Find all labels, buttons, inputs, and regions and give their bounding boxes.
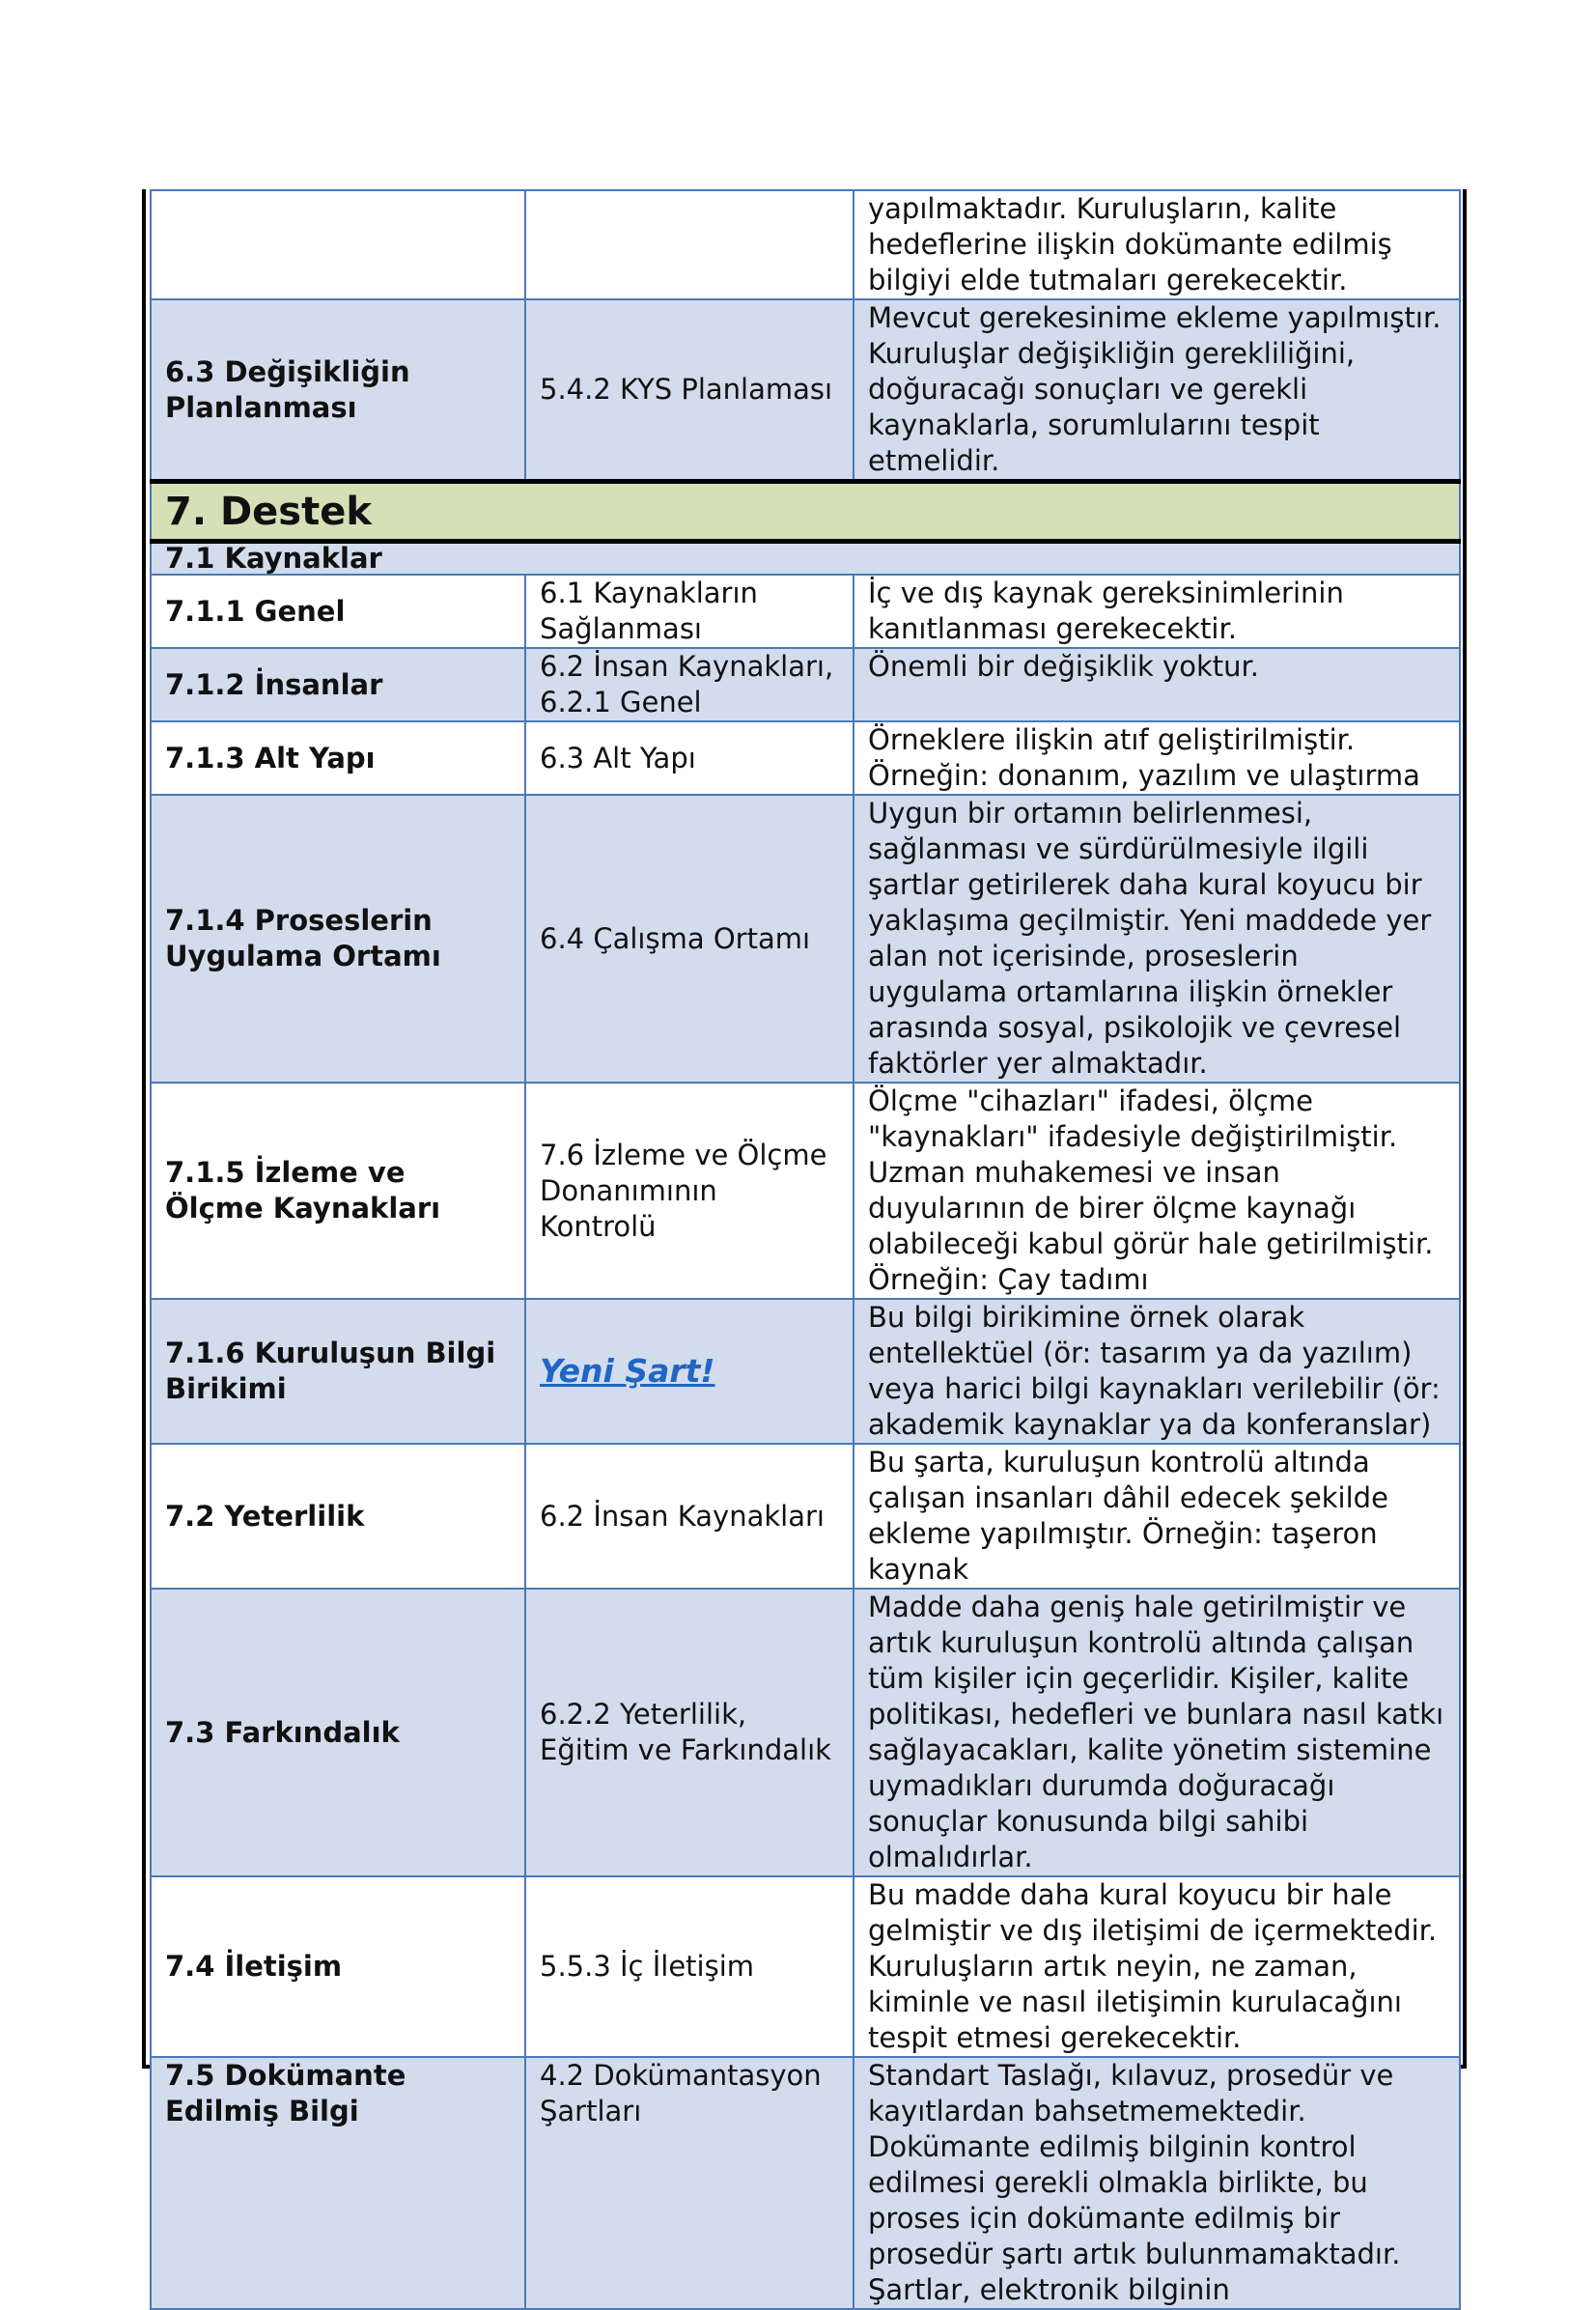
table-row <box>151 575 1460 648</box>
old-clause-cell: 6.4 Çalışma Ortamı <box>525 795 854 1083</box>
old-clause-cell: 6.1 Kaynakların Sağlanması <box>525 575 854 648</box>
new-clause-cell <box>151 190 525 299</box>
table-row <box>151 795 1460 1083</box>
change-description-cell: Ölçme "cihazları" ifadesi, ölçme "kaynakları" ifadesiyle değiştirilmiştir. Uzman muhakemesi ve insan duyularının de birer ölçme kaynağı olabileceği kabul görür hale getirilmiştir. Örneğin: Çay tadımı <box>854 1083 1460 1299</box>
old-clause-cell <box>525 190 854 299</box>
table-row <box>151 1589 1460 1876</box>
table-row <box>151 1083 1460 1299</box>
new-clause-cell: 7.1.2 İnsanlar <box>151 648 525 721</box>
table-row <box>151 2057 1460 2309</box>
new-clause-cell: 7.3 Farkındalık <box>151 1589 525 1876</box>
change-description-cell: İç ve dış kaynak gereksinimlerinin kanıtlanması gerekecektir. <box>854 575 1460 648</box>
old-clause-cell: 6.2 İnsan Kaynakları <box>525 1444 854 1589</box>
new-clause-cell: 7.4 İletişim <box>151 1876 525 2057</box>
new-clause-cell: 7.1.5 İzleme ve Ölçme Kaynakları <box>151 1083 525 1299</box>
table-row <box>151 1299 1460 1444</box>
change-description-cell: Bu bilgi birikimine örnek olarak entellektüel (ör: tasarım ya da yazılım) veya harici bilgi kaynakları verilebilir (ör: akademik kaynaklar ya da konferanslar) <box>854 1299 1460 1444</box>
table-row <box>151 648 1460 721</box>
old-clause-cell: 7.6 İzleme ve Ölçme Donanımının Kontrolü <box>525 1083 854 1299</box>
change-description-cell: Bu şarta, kuruluşun kontrolü altında çalışan insanları dâhil edecek şekilde ekleme yapılmıştır. Örneğin: taşeron kaynak <box>854 1444 1460 1589</box>
new-clause-cell: 7.1.3 Alt Yapı <box>151 721 525 795</box>
table-row <box>151 721 1460 795</box>
change-description-cell: Mevcut gerekesinime ekleme yapılmıştır. Kuruluşlar değişikliğin gerekliliğini, doğuracağı sonuçları ve gerekli kaynaklarla, sorumlularını tespit etmelidir. <box>854 299 1460 482</box>
change-description-cell: yapılmaktadır. Kuruluşların, kalite hedeflerine ilişkin dokümante edilmiş bilgiyi elde tutmaları gerekecektir. <box>854 190 1460 299</box>
table-row <box>151 190 1460 299</box>
change-description-cell: Uygun bir ortamın belirlenmesi, sağlanması ve sürdürülmesiyle ilgili şartlar getirilerek daha kural koyucu bir yaklaşıma geçilmiştir. Yeni maddede yer alan not içerisinde, proseslerin uygulama ortamlarına ilişkin örnekler arasında sosyal, psikolojik ve çevresel faktörler yer almaktadır. <box>854 795 1460 1083</box>
old-clause-cell: 6.2.2 Yeterlilik, Eğitim ve Farkındalık <box>525 1589 854 1876</box>
table-row <box>151 1444 1460 1589</box>
change-description-cell: Önemli bir değişiklik yoktur. <box>854 648 1460 721</box>
new-requirement-label: Yeni Şart! <box>540 1351 715 1390</box>
new-clause-cell: 6.3 Değişikliğin Planlanması <box>151 299 525 482</box>
new-clause-cell: 7.5 Dokümante Edilmiş Bilgi <box>151 2057 525 2309</box>
old-clause-cell: 6.2 İnsan Kaynakları, 6.2.1 Genel <box>525 648 854 721</box>
old-clause-cell: 4.2 Dokümantasyon Şartları <box>525 2057 854 2309</box>
new-clause-cell: 7.1.6 Kuruluşun Bilgi Birikimi <box>151 1299 525 1444</box>
change-description-cell: Örneklere ilişkin atıf geliştirilmiştir. Örneğin: donanım, yazılım ve ulaştırma <box>854 721 1460 795</box>
table-row <box>151 299 1460 482</box>
change-description-cell: Madde daha geniş hale getirilmiştir ve artık kuruluşun kontrolü altında çalışan tüm kişiler için geçerlidir. Kişiler, kalite politikası, hedefleri ve bunlara nasıl katkı sağlayacakları, kalite yönetim sistemine uymadıkları durumda doğuracağı sonuçlar konusunda bilgi sahibi olmalıdırlar. <box>854 1589 1460 1876</box>
new-clause-cell: 7.1.4 Proseslerin Uygulama Ortamı <box>151 795 525 1083</box>
old-clause-cell <box>525 1299 854 1444</box>
comparison-table <box>150 189 1461 2310</box>
old-clause-cell: 5.5.3 İç İletişim <box>525 1876 854 2057</box>
old-clause-cell: 6.3 Alt Yapı <box>525 721 854 795</box>
subsection-title: 7.1 Kaynaklar <box>151 542 1460 576</box>
change-description-cell: Standart Taslağı, kılavuz, prosedür ve kayıtlardan bahsetmemektedir. Dokümante edilmiş bilginin kontrol edilmesi gerekli olmakla birlikte, bu proses için dokümante edilmiş bir prosedür şartı artık bulunmamaktadır. Şartlar, elektronik bilginin <box>854 2057 1460 2309</box>
table-row <box>151 1876 1460 2057</box>
new-clause-cell: 7.2 Yeterlilik <box>151 1444 525 1589</box>
change-description-cell: Bu madde daha kural koyucu bir hale gelmiştir ve dış iletişimi de içermektedir. Kuruluşların artık neyin, ne zaman, kiminle ve nasıl iletişimin kurulacağını tespit etmesi gerekecektir. <box>854 1876 1460 2057</box>
subsection-row <box>151 542 1460 576</box>
section-title: 7. Destek <box>151 482 1460 542</box>
old-clause-cell: 5.4.2 KYS Planlaması <box>525 299 854 482</box>
section-row <box>151 482 1460 542</box>
new-clause-cell: 7.1.1 Genel <box>151 575 525 648</box>
